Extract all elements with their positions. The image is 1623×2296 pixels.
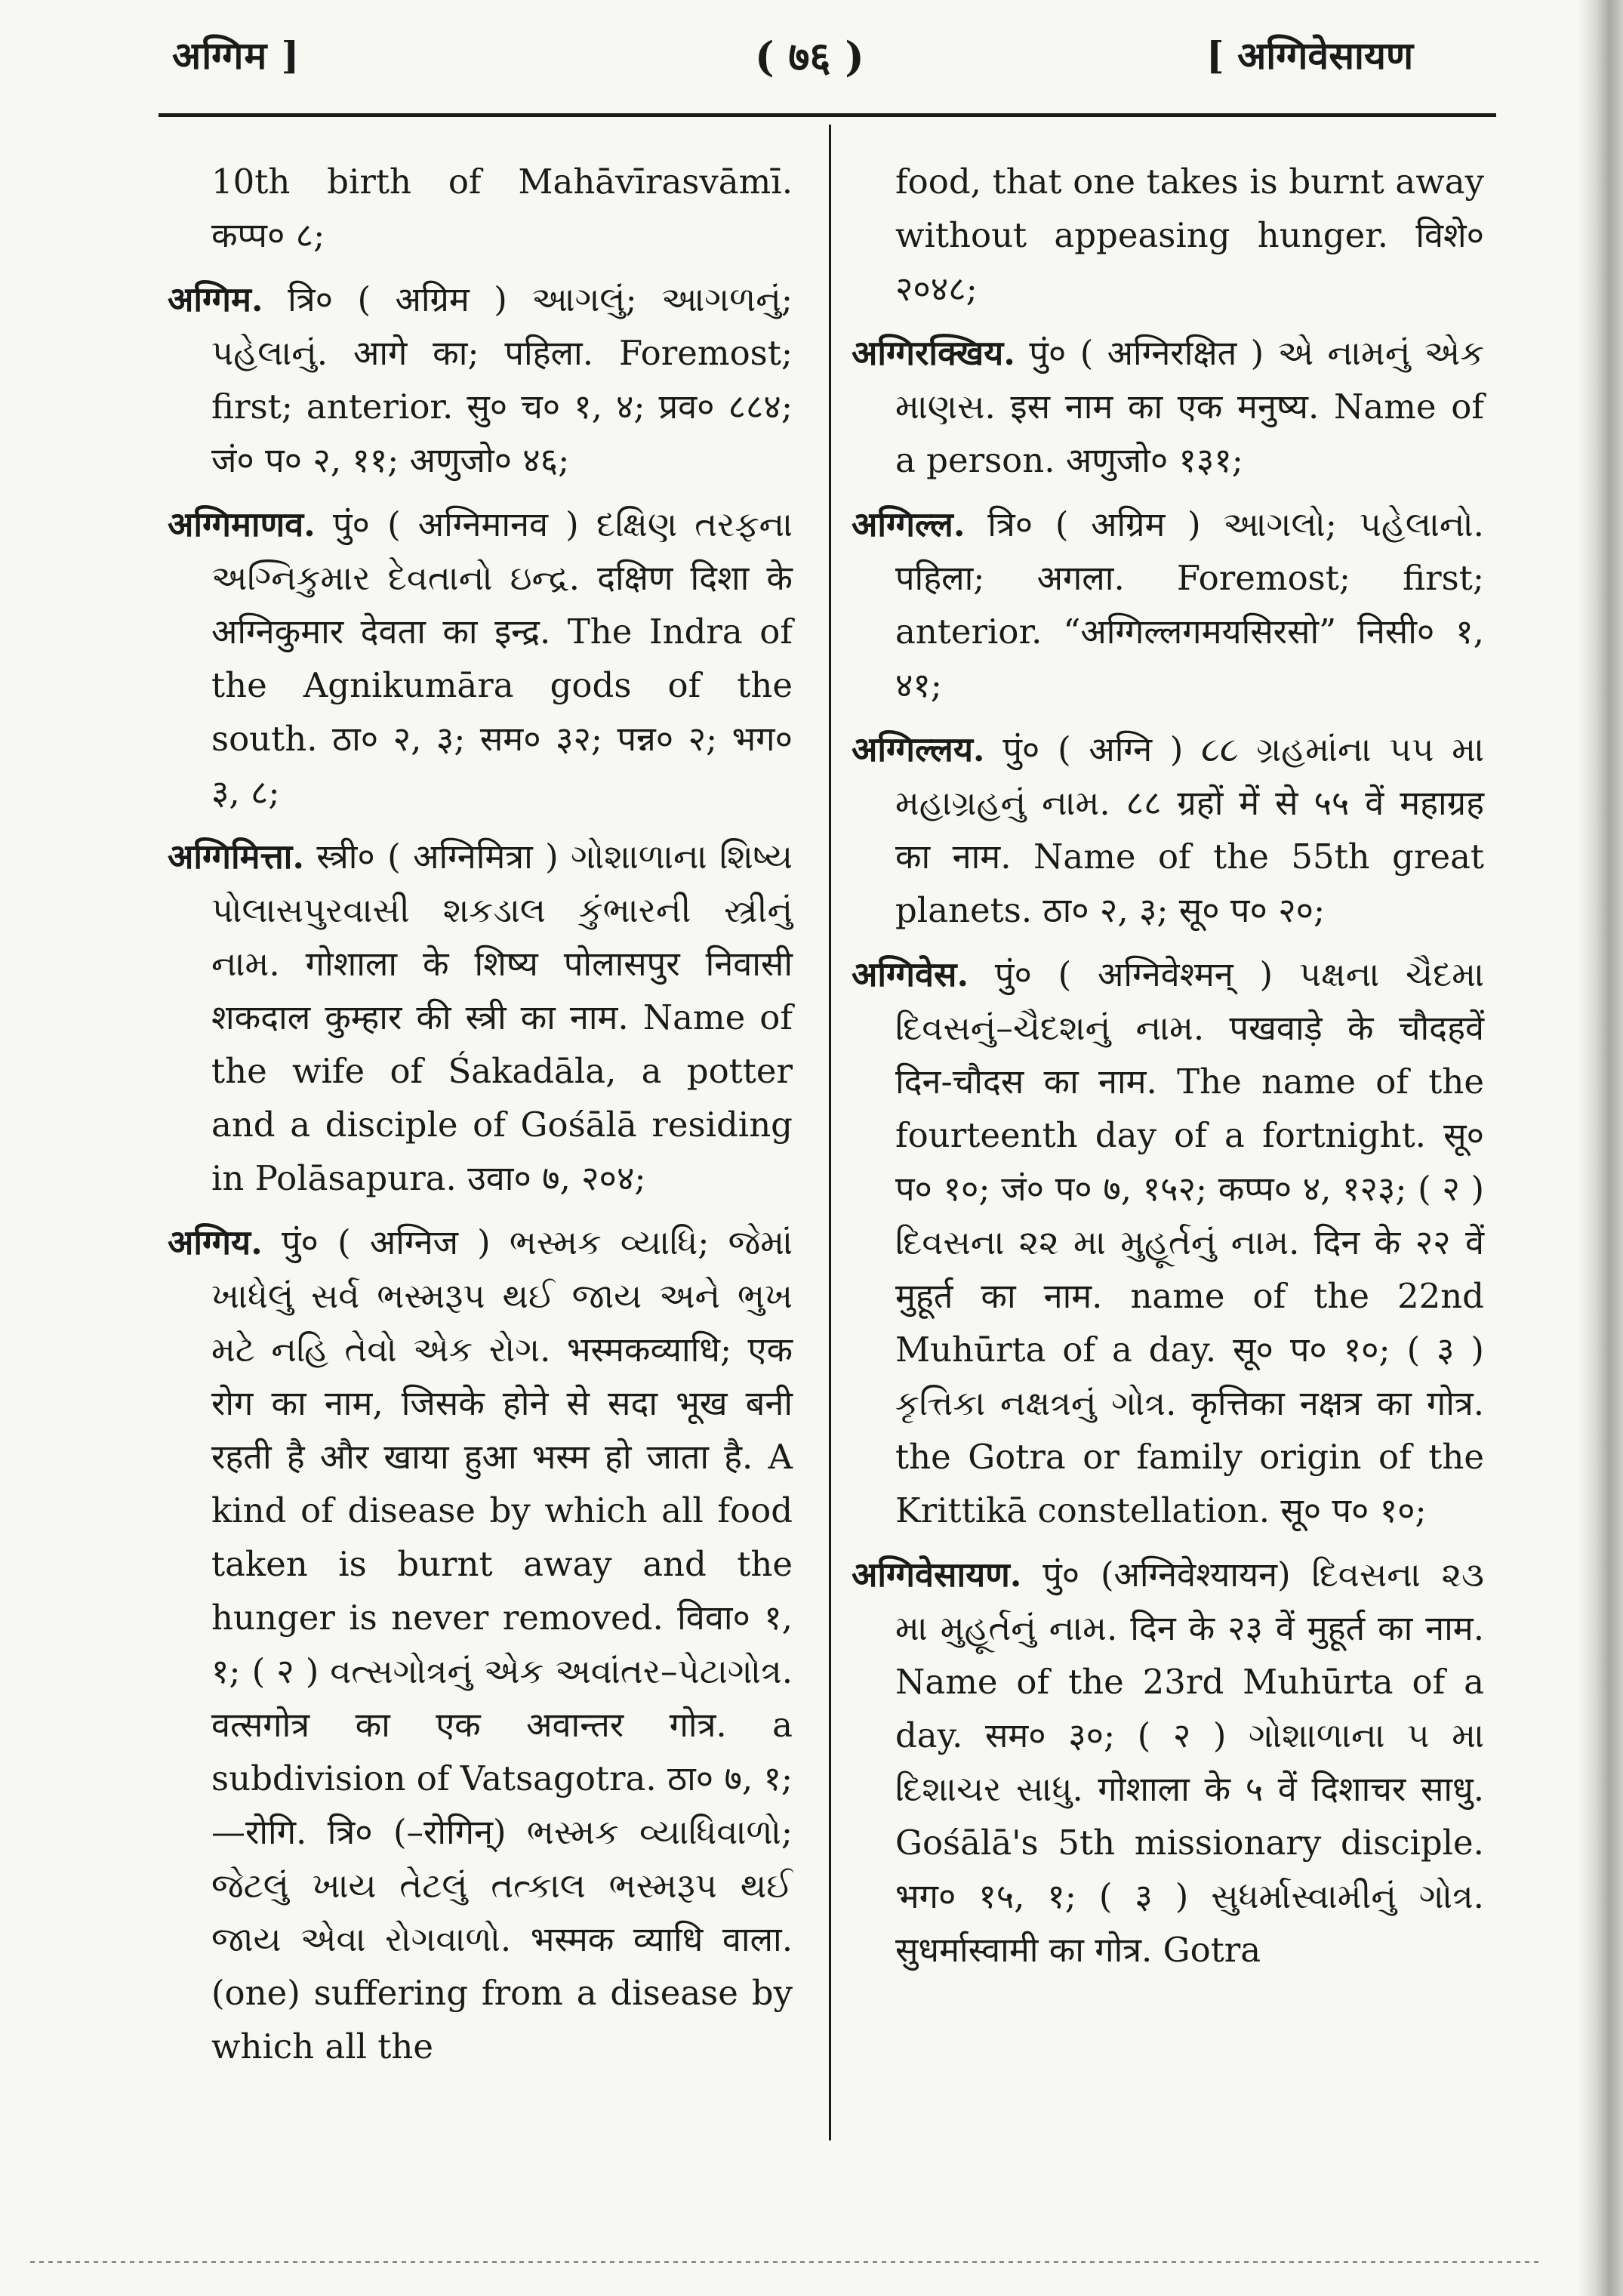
dictionary-entry (168, 1216, 793, 2073)
page-bottom-edge (30, 2261, 1540, 2263)
page-header (0, 0, 1578, 113)
entry-headword: अग्गिल्लय. (852, 729, 985, 769)
entry-text: त्रि० ( अग्रिम ) આગલું; આગળનું; પહેલાનું. आगे का; पहिला. Foremost; first; anterior. सु० च० १, ४; प्रव० ८८४; जं० प० २, ११; अणुजो० ४६; (211, 279, 793, 480)
entry-headword: अग्गिम. (168, 279, 263, 319)
entry-headword: अग्गिवेस. (852, 954, 969, 994)
entry-text: food, that one takes is burnt away without appeasing hunger. विशे० २०४८; (895, 162, 1484, 309)
dictionary-entry (168, 830, 793, 1205)
dictionary-entry (168, 273, 793, 487)
dictionary-entry (852, 326, 1484, 487)
dictionary-entry (852, 948, 1484, 1537)
entry-headword: अग्गिवेसायण. (852, 1555, 1022, 1595)
dictionary-entry (168, 155, 793, 262)
entry-text: पुं० ( अग्निज ) ભસ્મક વ્યાધિ; જેમાં ખાધેલું સર્વ ભસ્મરૂપ થઈ જાય અને ભુખ મટે નહિ તેવો એક રોગ. भस्मकव्याधि; एक रोग का नाम, जिसके होने से सदा भूख बनी रहती है और खाया हुआ भस्म हो जाता है. A kind of disease by which all food taken is burnt away and the hunger is never removed. विवा० १, १; ( २ ) વત્સગોત્રનું એક અવાંતર–પેટાગોત્ર. वत्सगोत्र का एक अवान्तर गोत्र. a subdivision of Vatsagotra. ठा० ७, १;—रोगि. त्रि० (–रोगिन्) ભસ્મક વ્યાધિવાળો; જેટલું ખાય તેટલું તત્કાલ ભસ્મરૂપ થઈ જાય એવા રોગવાળો. भस्मक व्याधि वाला. (one) suffering from a disease by which all the (211, 1222, 793, 2066)
dictionary-entry (852, 723, 1484, 937)
entry-headword: अग्गिमाणव. (168, 504, 316, 544)
header-first-entry: अग्गिम ] (172, 33, 300, 78)
entry-text: पुं० ( अग्निवेश्मन् ) પક્ષના ચૈદમા દિવસનું–ચૈદશનું નામ. पखवाड़े के चौदहवें दिन-चौदस का नाम. The name of the fourteenth day of a fortnight. सू० प० १०; जं० प० ७, १५२; कप्प० ४, १२३; ( २ ) દિવસના ૨૨ મા મુહૂર્તનું નામ. दिन के २२ वें मुहूर्त का नाम. name of the 22nd Muhūrta of a day. सू० प० १०; ( ३ ) કૃત્તિકા નક્ષત્રનું ગોત્ર. कृत्तिका नक्षत्र का गोत्र. the Gotra or family origin of the Krittikā constellation. सू० प० १०; (895, 954, 1484, 1530)
entry-text: पुं० ( अग्निरक्षित ) એ નામનું એક માણસ. इस नाम का एक मनुष्य. Name of a person. अणुजो० १३१; (895, 333, 1484, 480)
page-number: ( ७६ ) (755, 32, 864, 81)
dictionary-entry (852, 155, 1484, 316)
entry-headword: अग्गिमित्ता. (168, 837, 304, 877)
right-column (852, 155, 1484, 1987)
entry-headword: अग्गिल्ल. (852, 504, 965, 544)
dictionary-entry (852, 498, 1484, 712)
entry-text: पुं० ( अग्नि ) ૮૮ ગ્રહમાંના ૫૫ મા મહાગ્રહનું નામ. ८८ ग्रहों में से ५५ वें महाग्रह का नाम. Name of the 55th great planets. ठा० २, ३; सू० प० २०; (895, 729, 1484, 930)
entry-text: त्रि० ( अग्रिम ) આગલો; પહેલાનો. पहिला; अगला. Foremost; first; anterior. “अग्गिल्लगमयसिरसो” निसी० १, ४१; (895, 504, 1484, 705)
dictionary-entry (168, 498, 793, 819)
entry-headword: अग्गिरक्खिय. (852, 333, 1015, 373)
left-column (168, 155, 793, 2084)
entry-text: पुं० ( अग्निमानव ) દક્ષિણ તરફના અગ્નિકુમાર દેવતાનો ઇન્દ્ર. दक्षिण दिशा के अग्निकुमार देवता का इन्द्र. The Indra of the Agnikumāra gods of the south. ठा० २, ३; सम० ३२; पन्न० २; भग० ३, ८; (211, 504, 793, 812)
dictionary-entry (852, 1548, 1484, 1977)
header-last-entry: [ अग्गिवेसायण (1206, 33, 1414, 78)
book-spine-edge (1578, 0, 1623, 2296)
header-rule (159, 113, 1496, 117)
column-divider (829, 125, 831, 2140)
entry-text: 10th birth of Mahāvīrasvāmī. कप्प० ८; (211, 162, 793, 255)
entry-text: पुं० (अग्निवेश्यायन) દિવસના ૨૩ મા મુહૂર્તનું નામ. दिन के २३ वें मुहूर्त का नाम. Name of the 23rd Muhūrta of a day. सम० ३०; ( २ ) ગોશાળાના ૫ મા દિશાચર સાધુ. गोशाला के ५ वें दिशाचर साधु. Gośālā's 5th missionary disciple. भग० १५, १; ( ३ ) સુધર્માસ્વામીનું ગોત્ર. सुधर्मास्वामी का गोत्र. Gotra (895, 1555, 1484, 1970)
entry-headword: अग्गिय. (168, 1222, 263, 1262)
entry-text: स्त्री० ( अग्निमित्रा ) ગોશાળાના શિષ્ય પોલાસપુરવાસી શકડાલ કુંભારની સ્ત્રીનું નામ. गोशाला के शिष्य पोलासपुर निवासी शकदाल कुम्हार की स्त्री का नाम. Name of the wife of Śakadāla, a potter and a disciple of Gośālā residing in Polāsapura. उवा० ७, २०४; (211, 837, 793, 1198)
